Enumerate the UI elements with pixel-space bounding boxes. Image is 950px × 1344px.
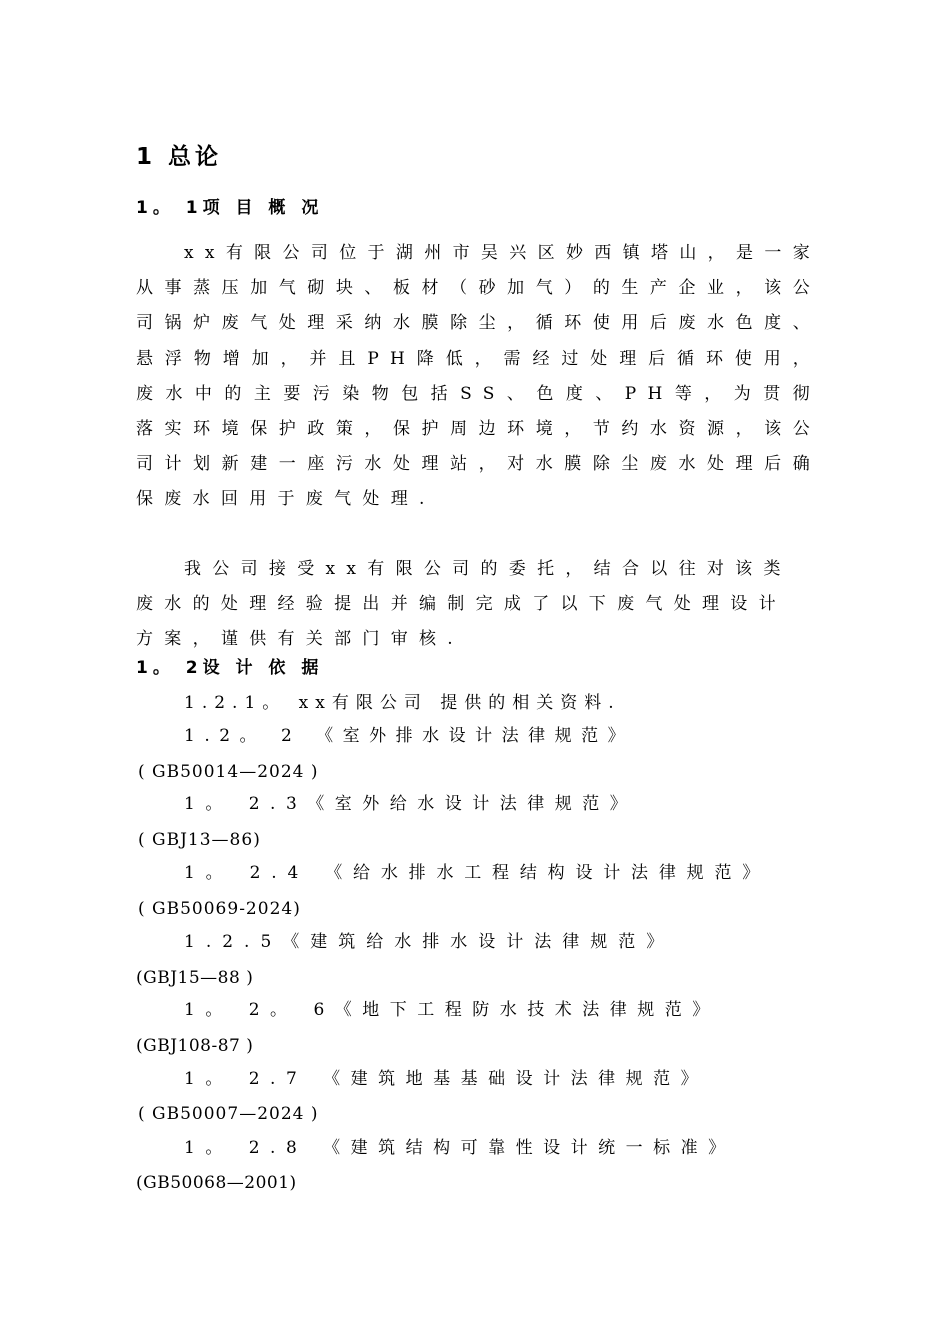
basis-item-4: 1。 2.4 《给水排水工程结构设计法律规范》 bbox=[184, 863, 771, 883]
basis-item-2-code: ( GB50014—2024 ) bbox=[138, 762, 319, 782]
basis-item-4-code: ( GB50069-2024) bbox=[138, 899, 301, 919]
basis-item-8-code: (GB50068—2001) bbox=[136, 1173, 297, 1193]
chapter-title: 1 总论 bbox=[136, 144, 223, 170]
basis-item-3: 1。 2.3《室外给水设计法律规范》 bbox=[184, 794, 638, 814]
basis-item-8: 1。 2.8 《建筑结构可靠性设计统一标准》 bbox=[184, 1138, 736, 1158]
basis-item-3-code: ( GBJ13—86) bbox=[138, 830, 261, 850]
basis-item-7: 1。 2.7 《建筑地基基础设计法律规范》 bbox=[184, 1069, 709, 1089]
basis-item-5: 1.2.5《建筑给水排水设计法律规范》 bbox=[184, 932, 675, 952]
basis-item-5-code: (GBJ15—88 ) bbox=[136, 968, 254, 988]
section-heading-overview: 1。 1项 目 概 况 bbox=[136, 198, 324, 218]
basis-item-7-code: ( GB50007—2024 ) bbox=[138, 1104, 319, 1124]
basis-item-2: 1.2。 2 《室外排水设计法律规范》 bbox=[184, 726, 635, 746]
basis-item-6-code: (GBJ108-87 ) bbox=[136, 1036, 254, 1056]
section-heading-design-basis: 1。 2设 计 依 据 bbox=[136, 658, 324, 678]
overview-paragraph-1: xx有限公司位于湖州市吴兴区妙西镇塔山，是一家从事蒸压加气砌块、板材（砂加气）的生产企业，该公司锅炉废气处理采纳水膜除尘，循环使用后废水色度、悬浮物增加，并且PH降低，需经过处理后循环使用，废水中的主要污染物包括SS、色度、PH等，为贯彻落实环境保护政策，保护周边环境，节约水资源，该公司计划新建一座污水处理站，对水膜除尘废水处理后确保废水回用于废气处理. bbox=[136, 243, 821, 510]
overview-paragraph-2: 我公司接受xx有限公司的委托，结合以往对该类废水的处理经验提出并编制完成了以下废气处理设计方案，谨供有关部门审核. bbox=[136, 559, 792, 650]
basis-item-6: 1。 2。 6《地下工程防水技术法律规范》 bbox=[184, 1000, 720, 1020]
basis-item-1: 1.2.1。 xx有限公司 提供的相关资料. bbox=[184, 693, 621, 713]
